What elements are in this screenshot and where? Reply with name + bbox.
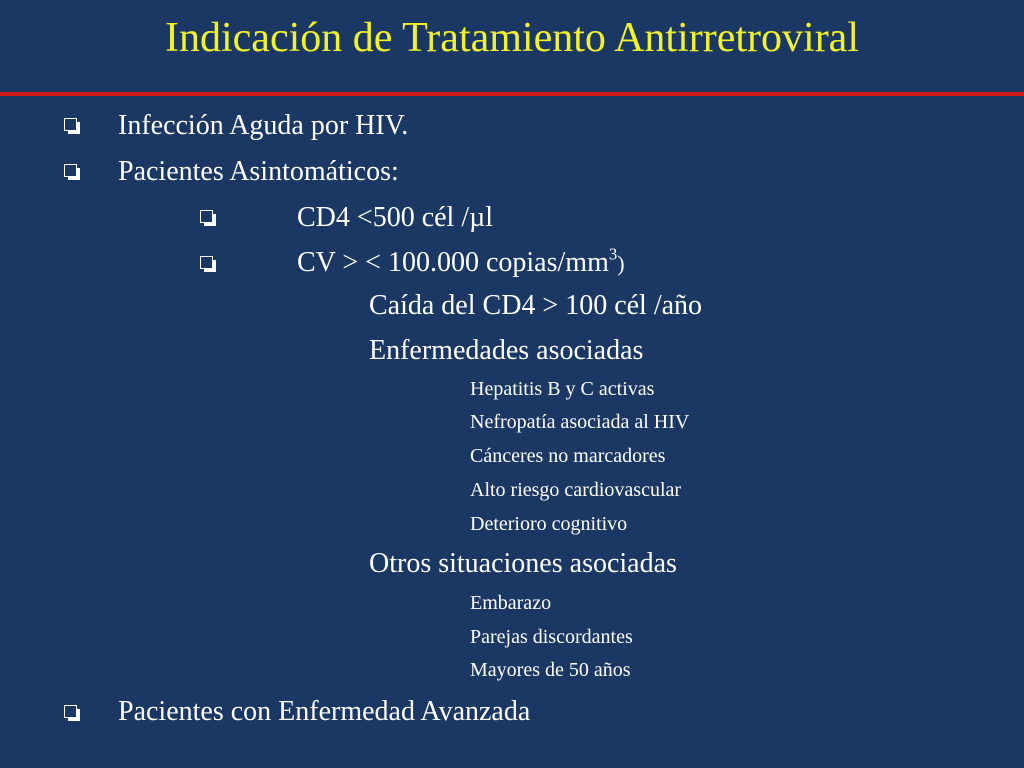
list-item-pregnancy: Embarazo	[470, 592, 552, 614]
list-item-cognitive: Deterioro cognitivo	[470, 513, 628, 535]
list-item-nephropathy: Nefropatía asociada al HIV	[470, 411, 690, 433]
list-item-hepatitis: Hepatitis B y C activas	[470, 378, 655, 400]
list-item-viral-load: CV > < 100.000 copias/$mm^3$)	[297, 244, 625, 278]
list-item-over-50: Mayores de 50 años	[470, 659, 631, 681]
list-item-associated-diseases: Enfermedades asociadas	[369, 335, 644, 366]
list-item-cardiovascular: Alto riesgo cardiovascular	[470, 479, 682, 501]
list-item-cd4-drop: Caída del CD4 > 100 cél /año	[369, 290, 703, 321]
list-item-other-situations: Otros situaciones asociadas	[369, 548, 677, 579]
title-divider	[0, 92, 1024, 96]
checkbox-bullet-icon	[200, 210, 216, 226]
checkbox-bullet-icon	[64, 118, 80, 134]
list-item-acute-infection: Infección Aguda por HIV.	[118, 110, 409, 141]
checkbox-bullet-icon	[200, 256, 216, 272]
checkbox-bullet-icon	[64, 164, 80, 180]
list-item-advanced-disease: Pacientes con Enfermedad Avanzada	[118, 696, 531, 727]
checkbox-bullet-icon	[64, 705, 80, 721]
list-item-discordant-couples: Parejas discordantes	[470, 626, 633, 648]
list-item-asymptomatic: Pacientes Asintomáticos:	[118, 156, 399, 187]
list-item-cd4: CD4 <500 cél /µl	[297, 202, 494, 233]
slide-title: Indicación de Tratamiento Antirretroviral	[165, 15, 859, 61]
list-item-cancers: Cánceres no marcadores	[470, 445, 666, 467]
